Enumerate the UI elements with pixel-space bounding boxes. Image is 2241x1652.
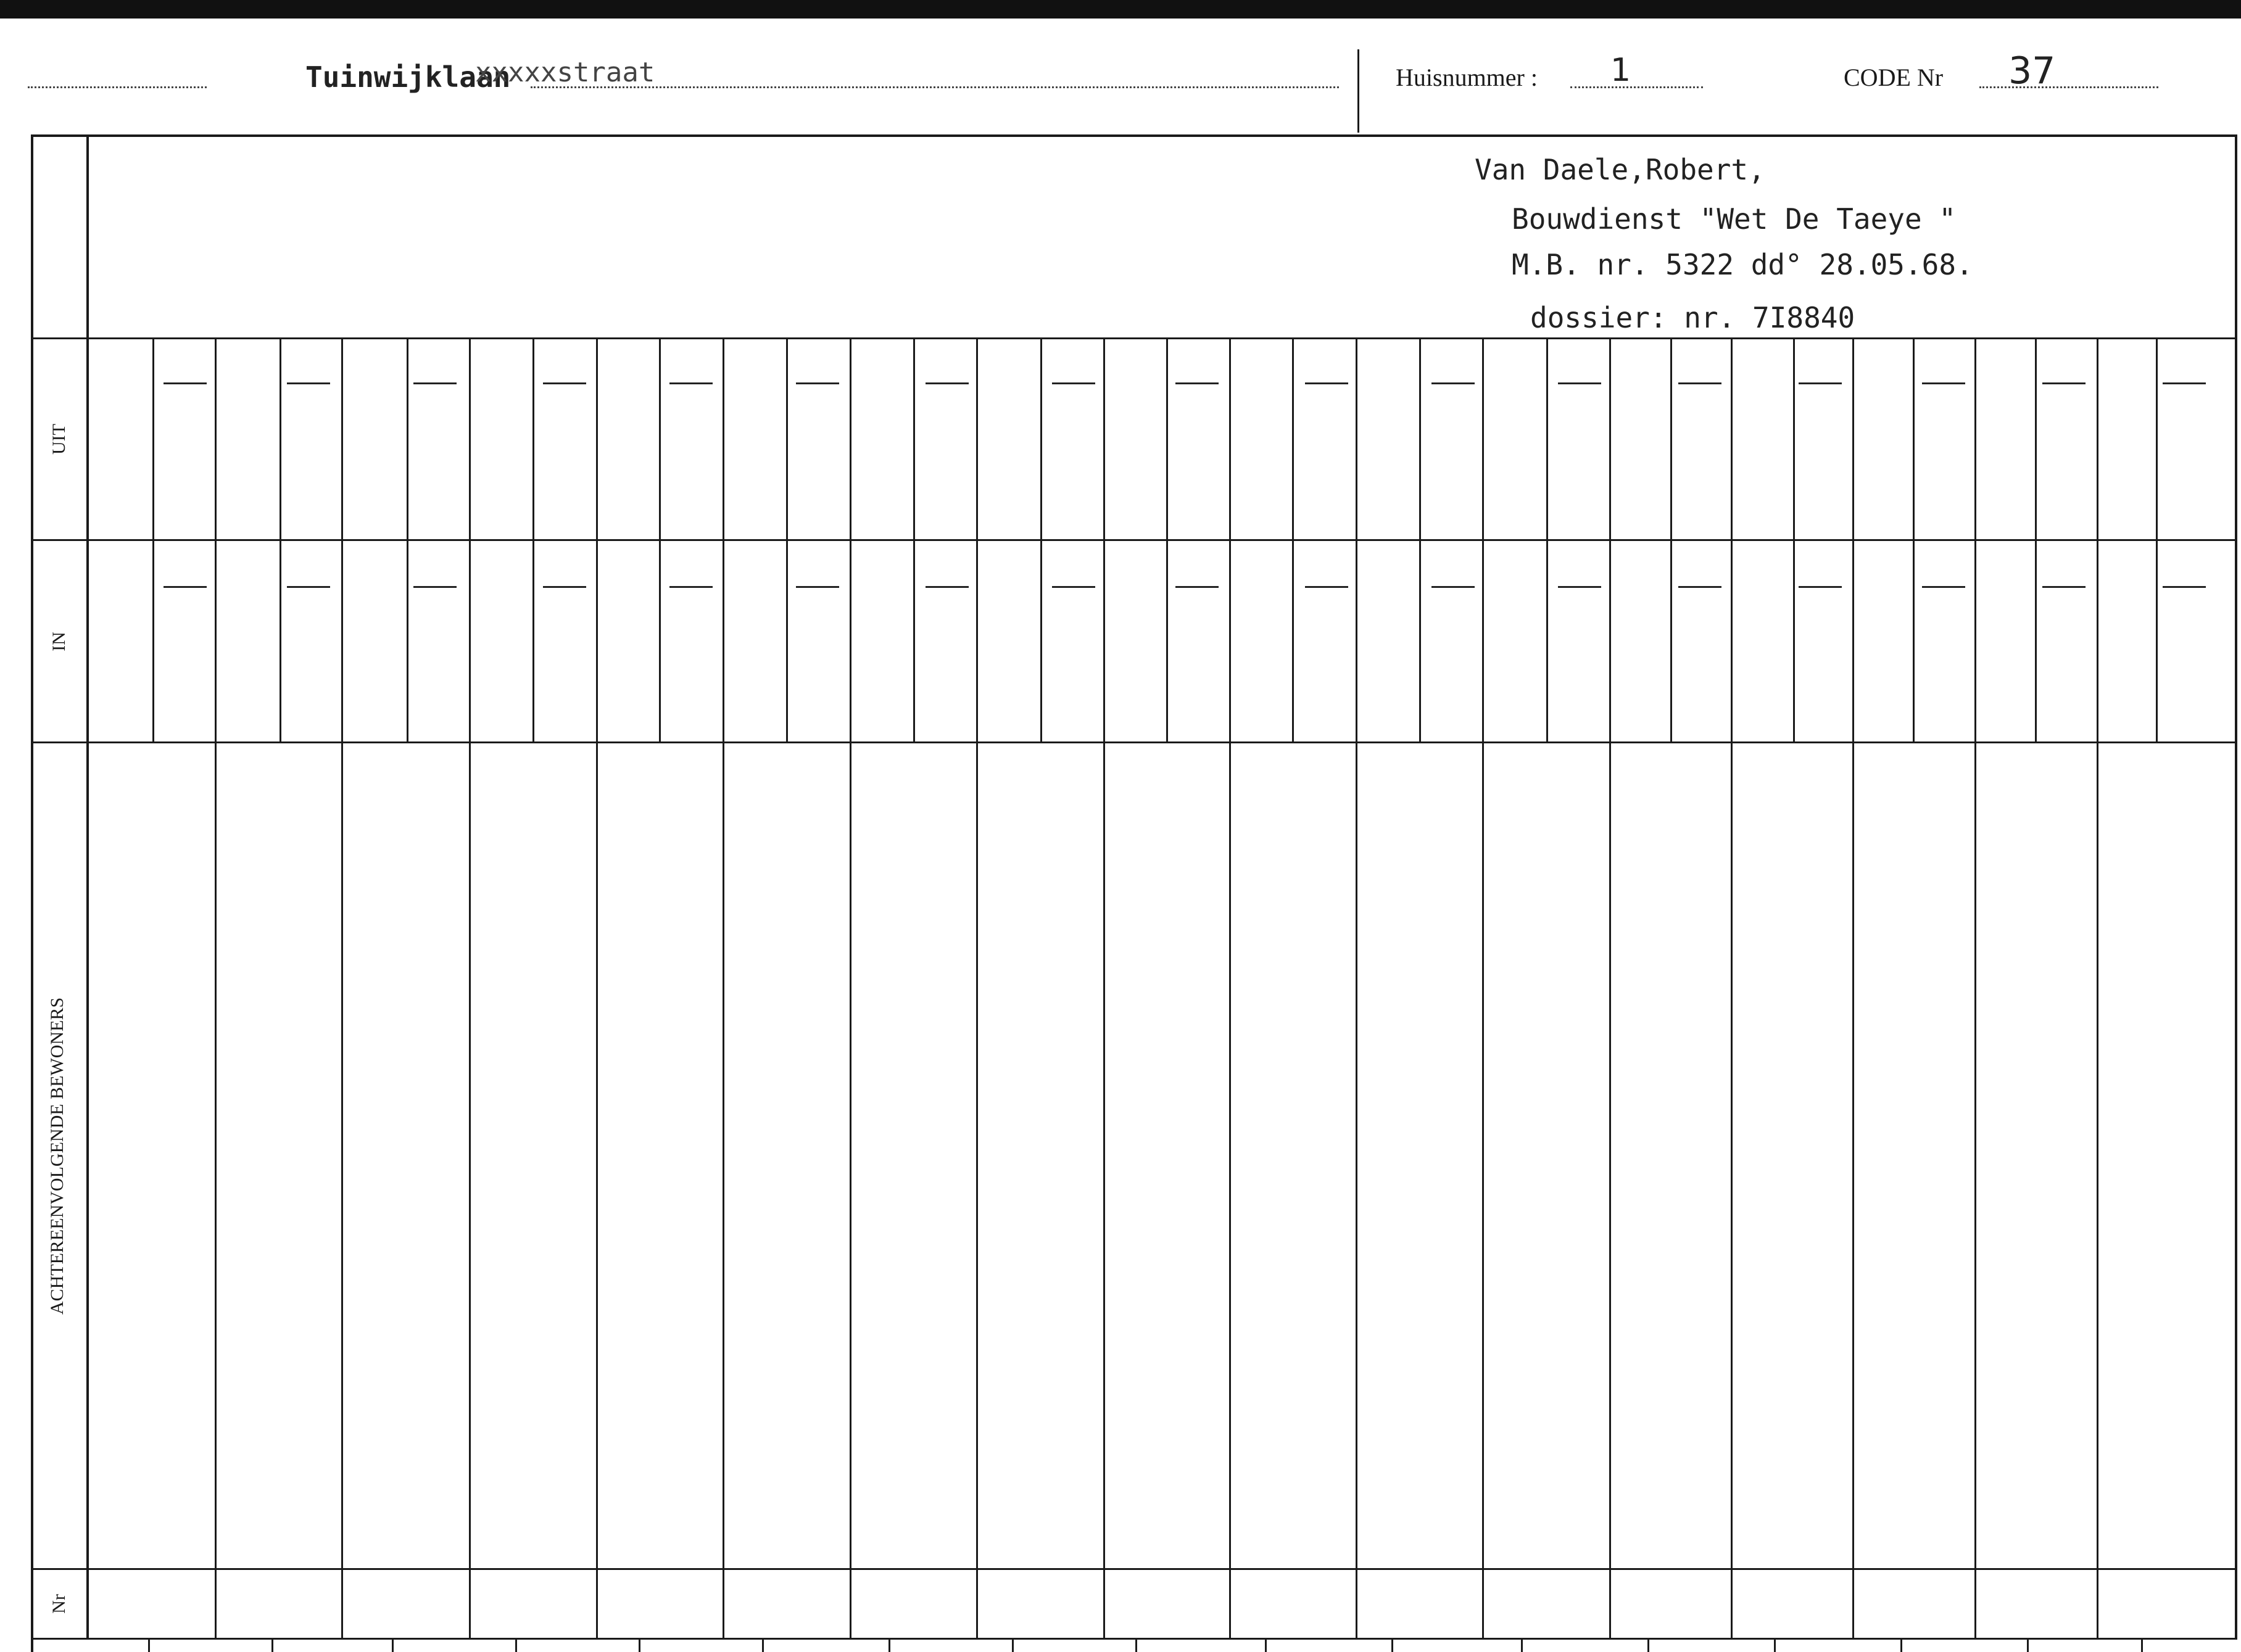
bottom-tick bbox=[1265, 1640, 1267, 1652]
row-label-uit: UIT bbox=[49, 424, 69, 455]
sub-column-divider bbox=[152, 337, 154, 742]
street-typed: Tuinwijklaan bbox=[305, 60, 511, 94]
owner-name: Van Daele,Robert, bbox=[1475, 153, 1765, 186]
bottom-tick bbox=[1135, 1640, 1137, 1652]
in-dash-mark bbox=[1678, 586, 1721, 588]
row-label-in: IN bbox=[49, 632, 69, 651]
column-divider bbox=[1103, 337, 1105, 1640]
row-label-residents: ACHTEREENVOLGENDE BEWONERS bbox=[47, 997, 67, 1315]
bottom-tick bbox=[1647, 1640, 1649, 1652]
street-printed: xxxxxstraat bbox=[475, 57, 655, 88]
in-dash-mark bbox=[413, 586, 457, 588]
column-divider bbox=[850, 337, 851, 1640]
street-dotted-line bbox=[531, 86, 1339, 88]
in-dash-mark bbox=[2163, 586, 2206, 588]
uit-dash-mark bbox=[1431, 382, 1475, 384]
column-divider bbox=[1356, 337, 1357, 1640]
bottom-tick bbox=[1521, 1640, 1523, 1652]
bottom-tick bbox=[148, 1640, 150, 1652]
in-dash-mark bbox=[1558, 586, 1601, 588]
in-dash-mark bbox=[1431, 586, 1475, 588]
uit-dash-mark bbox=[1052, 382, 1095, 384]
uit-dash-mark bbox=[926, 382, 969, 384]
row-sep-uit-in bbox=[31, 539, 2237, 541]
sub-column-divider bbox=[2156, 337, 2158, 742]
in-dash-mark bbox=[2042, 586, 2086, 588]
code-dotted-line bbox=[1979, 86, 2158, 88]
sub-column-divider bbox=[1419, 337, 1421, 742]
column-divider bbox=[1229, 337, 1231, 1640]
uit-dash-mark bbox=[669, 382, 713, 384]
uit-dash-mark bbox=[1175, 382, 1219, 384]
house-number-label: Huisnummer : bbox=[1396, 64, 1538, 91]
uit-dash-mark bbox=[1558, 382, 1601, 384]
column-divider bbox=[341, 337, 343, 1640]
in-dash-mark bbox=[1175, 586, 1219, 588]
uit-dash-mark bbox=[1922, 382, 1965, 384]
table-bottom-border bbox=[31, 1638, 2237, 1640]
house-number-value: 1 bbox=[1610, 52, 1631, 89]
column-divider bbox=[1609, 337, 1611, 1640]
in-dash-mark bbox=[926, 586, 969, 588]
column-divider bbox=[1731, 337, 1733, 1640]
sub-column-divider bbox=[659, 337, 661, 742]
sub-column-divider bbox=[1292, 337, 1294, 742]
column-divider bbox=[723, 337, 724, 1640]
in-dash-mark bbox=[1799, 586, 1842, 588]
table-top-border bbox=[31, 134, 2237, 137]
column-divider bbox=[469, 337, 471, 1640]
bottom-tick bbox=[392, 1640, 394, 1652]
table-right-border bbox=[2235, 134, 2237, 1640]
sub-column-divider bbox=[2035, 337, 2037, 742]
sub-column-divider bbox=[913, 337, 915, 742]
in-dash-mark bbox=[796, 586, 839, 588]
bottom-tick bbox=[2027, 1640, 2029, 1652]
in-dash-mark bbox=[1305, 586, 1348, 588]
sub-column-divider bbox=[532, 337, 534, 742]
owner-decree: M.B. nr. 5322 dd° 28.05.68. bbox=[1512, 248, 1973, 281]
owner-agency: Bouwdienst "Wet De Taeye " bbox=[1512, 202, 1957, 236]
uit-dash-mark bbox=[1305, 382, 1348, 384]
in-dash-mark bbox=[669, 586, 713, 588]
table-left-border bbox=[31, 134, 33, 1652]
uit-dash-mark bbox=[164, 382, 207, 384]
in-dash-mark bbox=[543, 586, 586, 588]
code-label: CODE Nr bbox=[1844, 64, 1944, 91]
sub-column-divider bbox=[1546, 337, 1548, 742]
column-divider bbox=[2097, 337, 2098, 1640]
column-divider bbox=[596, 337, 598, 1640]
sub-column-divider bbox=[1040, 337, 1042, 742]
uit-dash-mark bbox=[796, 382, 839, 384]
column-divider bbox=[1974, 337, 1976, 1640]
row-sep-in-residents bbox=[31, 741, 2237, 743]
sub-column-divider bbox=[1793, 337, 1795, 742]
uit-dash-mark bbox=[2163, 382, 2206, 384]
uit-dash-mark bbox=[287, 382, 330, 384]
row-sep-residents-nr bbox=[31, 1568, 2237, 1570]
bottom-tick bbox=[889, 1640, 890, 1652]
header-divider bbox=[1357, 49, 1359, 133]
code-value: 37 bbox=[2008, 49, 2056, 93]
house-number-dotted-line bbox=[1570, 86, 1703, 88]
uit-dash-mark bbox=[1678, 382, 1721, 384]
bottom-tick bbox=[2141, 1640, 2143, 1652]
sub-column-divider bbox=[1166, 337, 1168, 742]
label-column-border bbox=[86, 134, 89, 1640]
in-dash-mark bbox=[1052, 586, 1095, 588]
column-divider bbox=[1482, 337, 1484, 1640]
bottom-tick bbox=[1900, 1640, 1902, 1652]
in-dash-mark bbox=[287, 586, 330, 588]
in-dash-mark bbox=[164, 586, 207, 588]
uit-dash-mark bbox=[2042, 382, 2086, 384]
column-divider bbox=[215, 337, 217, 1640]
uit-dash-mark bbox=[1799, 382, 1842, 384]
sub-column-divider bbox=[786, 337, 788, 742]
column-divider bbox=[1852, 337, 1854, 1640]
sub-column-divider bbox=[1670, 337, 1672, 742]
owner-dossier: dossier: nr. 7I8840 bbox=[1530, 301, 1855, 334]
row-sep-owner-uit bbox=[31, 337, 2237, 339]
in-dash-mark bbox=[1922, 586, 1965, 588]
street-dotted-line-left bbox=[28, 86, 207, 88]
uit-dash-mark bbox=[543, 382, 586, 384]
bottom-tick bbox=[1391, 1640, 1393, 1652]
sub-column-divider bbox=[1913, 337, 1915, 742]
bottom-tick bbox=[515, 1640, 517, 1652]
bottom-tick bbox=[271, 1640, 273, 1652]
bottom-tick bbox=[1774, 1640, 1776, 1652]
uit-dash-mark bbox=[413, 382, 457, 384]
bottom-tick bbox=[762, 1640, 764, 1652]
scan-top-border bbox=[0, 0, 2241, 19]
sub-column-divider bbox=[280, 337, 281, 742]
bottom-tick bbox=[1012, 1640, 1014, 1652]
bottom-tick bbox=[639, 1640, 640, 1652]
row-label-nr: Nr bbox=[49, 1594, 69, 1614]
sub-column-divider bbox=[407, 337, 408, 742]
column-divider bbox=[976, 337, 978, 1640]
